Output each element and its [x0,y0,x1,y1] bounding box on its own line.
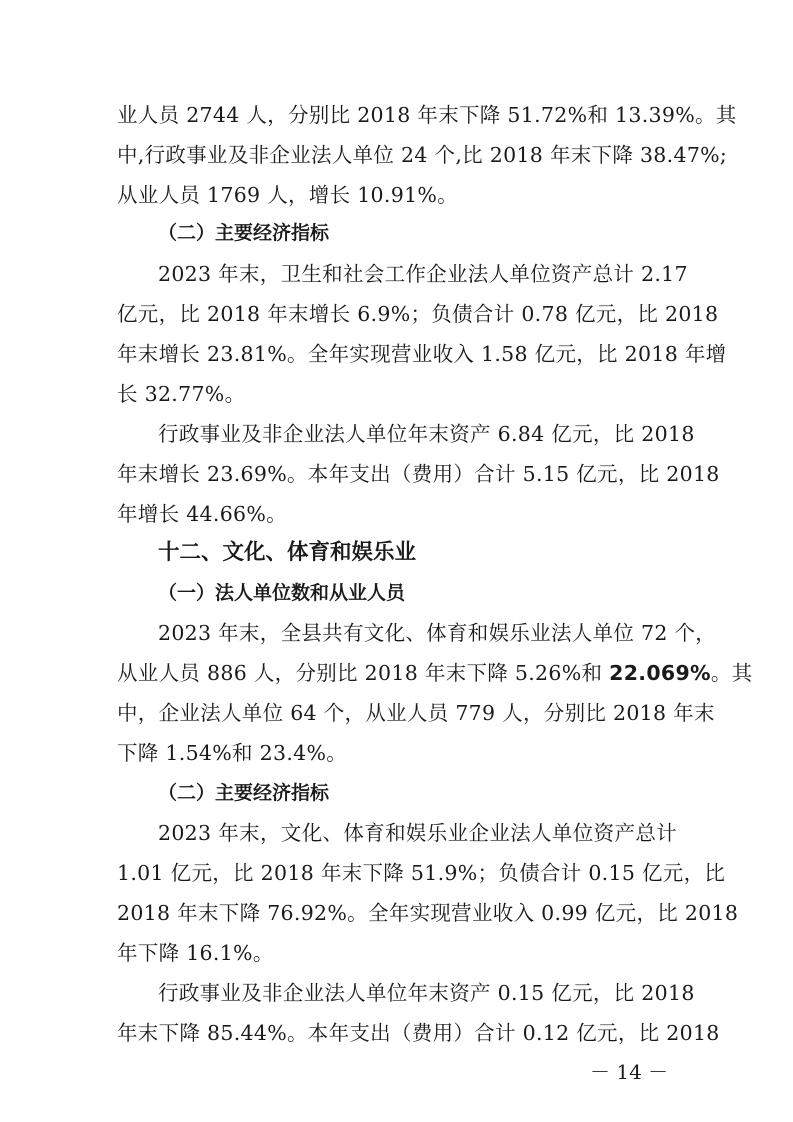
paragraph-text: 从业人员 886 人，分别比 2018 年末下降 5.26%和 [117,661,610,685]
paragraph-line: 2018 年末下降 76.92%。全年实现营业收入 0.99 亿元，比 2018 [117,901,739,925]
paragraph-line: 年末增长 23.81%。全年实现营业收入 1.58 亿元，比 2018 年增 [117,342,727,366]
section-subheading: （二）主要经济指标 [158,782,330,804]
paragraph-text: 。其 [710,661,753,685]
paragraph-line: 长 32.77%。 [117,382,246,406]
paragraph-line: 年末增长 23.69%。本年支出（费用）合计 5.15 亿元，比 2018 [117,462,720,486]
paragraph-line: 亿元，比 2018 年末增长 6.9%；负债合计 0.78 亿元，比 2018 [117,302,719,326]
paragraph-line: 年末下降 85.44%。本年支出（费用）合计 0.12 亿元，比 2018 [117,1021,720,1045]
paragraph-line: 1.01 亿元，比 2018 年末下降 51.9%；负债合计 0.15 亿元，比 [117,861,726,885]
paragraph-line: 业人员 2744 人，分别比 2018 年末下降 51.72%和 13.39%。其 [117,103,737,127]
paragraph-line: 中,行政事业及非企业法人单位 24 个,比 2018 年末下降 38.47%; [117,143,728,167]
paragraph-line: 年增长 44.66%。 [117,502,287,526]
section-subheading: （一）法人单位数和从业人员 [158,582,406,604]
page-number: － 14 － [590,1060,669,1084]
paragraph-line: 2023 年末，卫生和社会工作企业法人单位资产总计 2.17 [158,262,688,286]
section-heading: 十二、文化、体育和娱乐业 [158,540,417,565]
paragraph-line: 中，企业法人单位 64 个，从业人员 779 人，分别比 2018 年末 [117,701,715,725]
emphasized-value: 22.069% [609,661,711,685]
paragraph-line: 2023 年末，全县共有文化、体育和娱乐业法人单位 72 个， [158,621,717,645]
paragraph-line: 年下降 16.1%。 [117,941,274,965]
paragraph-line [117,653,753,693]
paragraph-line: 从业人员 1769 人，增长 10.91%。 [117,183,458,207]
paragraph-line: 下降 1.54%和 23.4%。 [117,741,348,765]
paragraph-line: 行政事业及非企业法人单位年末资产 0.15 亿元，比 2018 [158,981,695,1005]
section-subheading: （二）主要经济指标 [158,222,330,244]
paragraph-line: 行政事业及非企业法人单位年末资产 6.84 亿元，比 2018 [158,422,695,446]
paragraph-line: 2023 年末，文化、体育和娱乐业企业法人单位资产总计 [158,821,677,845]
